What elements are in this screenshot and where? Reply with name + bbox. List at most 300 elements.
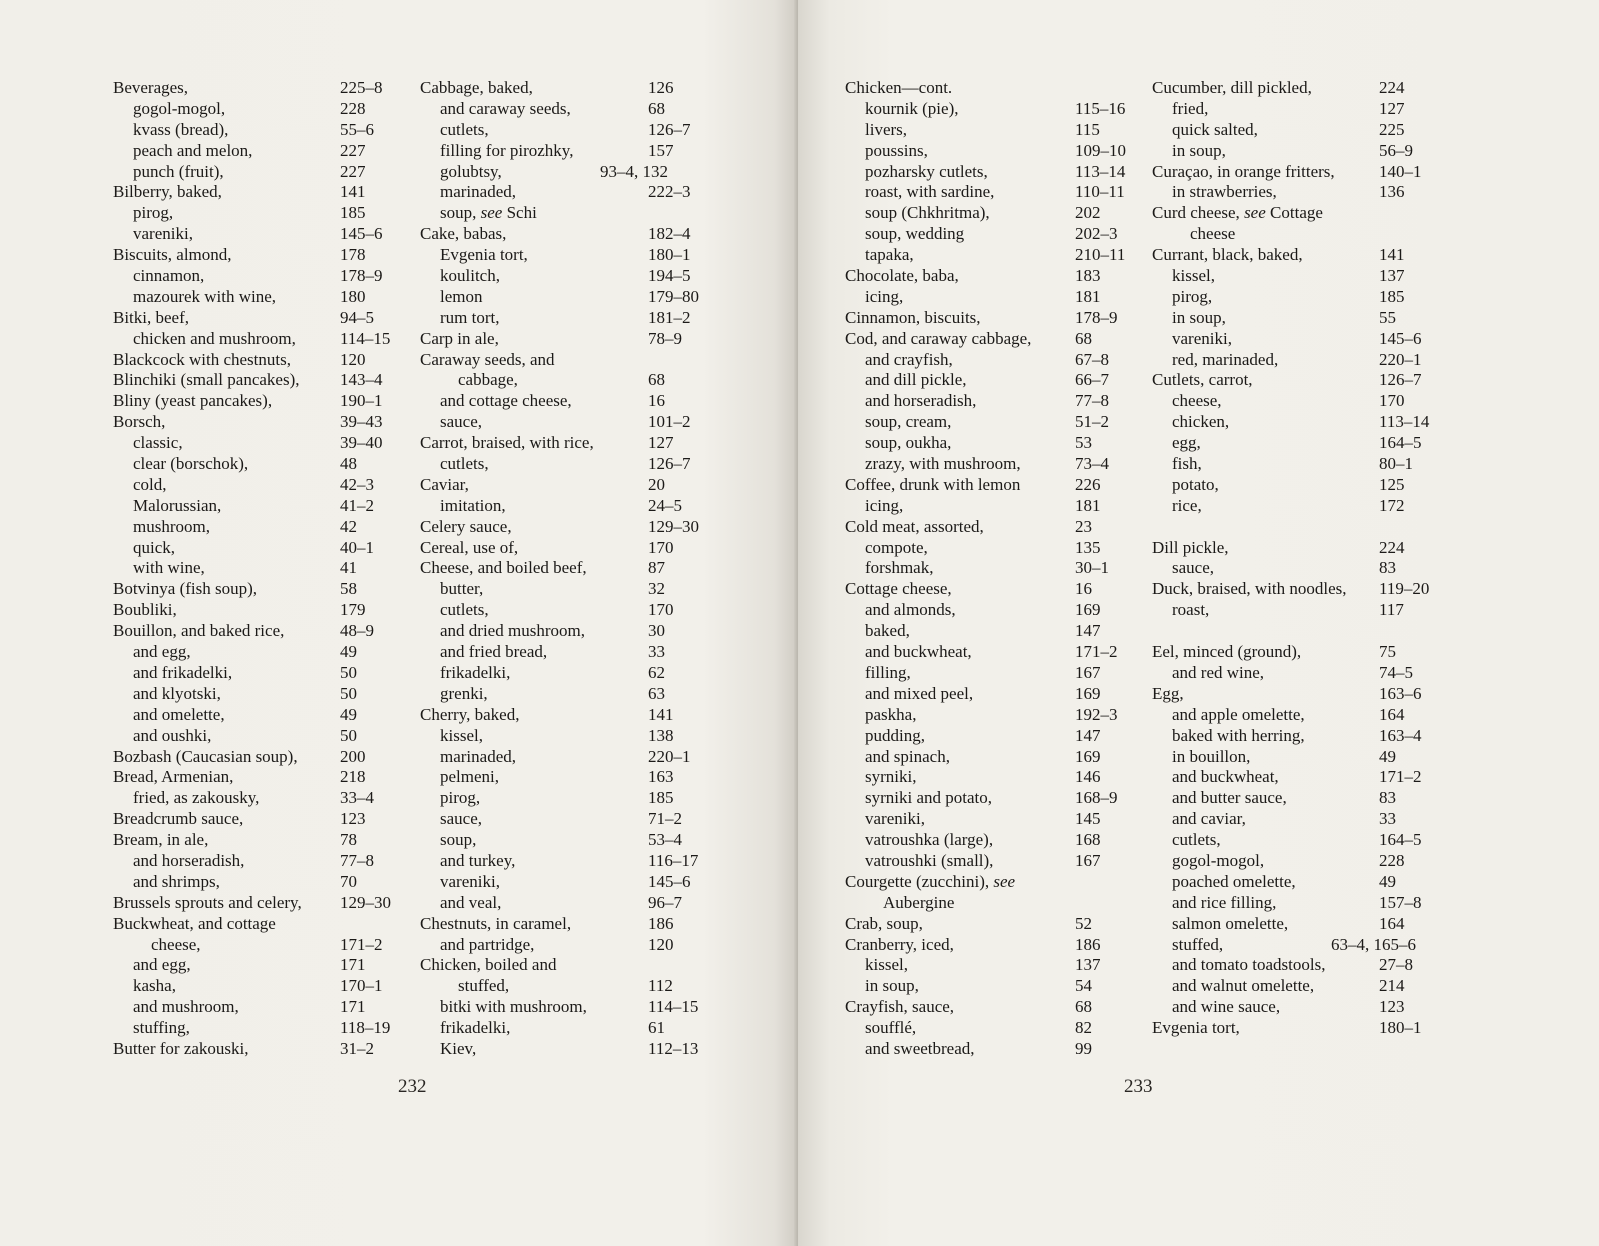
index-page-ref: 77–8 [340,850,374,870]
index-page-ref: 126–7 [648,119,691,139]
index-term: roast, with sardine, [865,182,995,202]
index-term: bitki with mushroom, [440,997,587,1017]
index-page-ref: 141 [1379,245,1405,265]
index-page-ref: 145–6 [1379,328,1422,348]
index-term: kissel, [1172,266,1215,286]
index-term: Borsch, [113,412,166,432]
index-page-ref: 125 [1379,474,1405,494]
index-page-ref: 55 [1379,307,1396,327]
index-page-ref: 225 [1379,119,1405,139]
index-page-ref: 48–9 [340,621,374,641]
index-term: kournik (pie), [865,98,959,118]
index-page-ref: 210–11 [1075,245,1126,265]
index-page-ref: 126–7 [1379,370,1422,390]
index-term: koulitch, [440,266,500,286]
index-page-ref: 49 [1379,871,1396,891]
index-page-ref: 123 [340,809,366,829]
index-page-ref: 94–5 [340,307,374,327]
index-term: egg, [1172,433,1201,453]
index-term: Chocolate, baba, [845,266,959,286]
index-term: Cake, babas, [420,224,507,244]
index-term: Cucumber, dill pickled, [1152,78,1312,97]
index-page-ref: 167 [1075,850,1101,870]
index-page-ref: 39–43 [340,412,383,432]
index-term: Duck, braised, with noodles, [1152,579,1347,599]
index-page-ref: 228 [340,98,366,118]
index-term: cutlets, [440,600,489,620]
index-term: in soup, [865,976,919,996]
index-page-ref: 16 [1075,579,1092,599]
index-page-ref: 20 [648,474,665,494]
index-page-ref: 147 [1075,621,1101,641]
index-page-ref: 50 [340,662,357,682]
index-page-ref: 52 [1075,913,1092,933]
index-page-ref: 224 [1379,78,1405,97]
index-page-ref: 63 [648,683,665,703]
index-page-ref: 42–3 [340,474,374,494]
index-term: in soup, [1172,140,1226,160]
index-term: baked with herring, [1172,725,1305,745]
index-term: salmon omelette, [1172,913,1289,933]
index-page-ref: 51–2 [1075,412,1109,432]
index-page-ref: 77–8 [1075,391,1109,411]
index-term: vatroushki (small), [865,850,994,870]
index-term: Malorussian, [133,495,222,515]
index-term: Celery sauce, [420,516,512,536]
index-term: cinnamon, [133,266,205,286]
index-term: Breadcrumb sauce, [113,809,244,829]
index-page-ref: 114–15 [648,997,699,1017]
index-page-ref: 71–2 [648,809,682,829]
index-term: Chestnuts, in caramel, [420,913,572,933]
index-term: quick, [133,537,176,557]
index-term: and mushroom, [133,997,239,1017]
index-term: soup, [440,830,477,850]
index-page-ref: 120 [648,934,674,954]
index-term: Cutlets, carrot, [1152,370,1253,390]
index-term: and wine sauce, [1172,997,1281,1017]
index-page-ref: 171 [340,997,366,1017]
index-page-ref: 116–17 [648,850,699,870]
index-page-ref: 127 [1379,98,1405,118]
index-term: mushroom, [133,516,210,536]
index-page-ref: 39–40 [340,433,383,453]
index-page-ref: 200 [340,746,366,766]
index-page-ref: 23 [1075,516,1092,536]
index-page-ref: 192–3 [1075,704,1118,724]
index-term: vatroushka (large), [865,830,994,850]
index-page-ref: 63–4, 165–6 [1331,934,1416,954]
index-page-ref: 118–19 [340,1018,391,1038]
index-term: kissel, [865,955,908,975]
index-page-ref: 68 [1075,328,1092,348]
index-page-ref: 181 [1075,495,1101,515]
index-page-ref: 136 [1379,182,1405,202]
index-term: baked, [865,621,910,641]
index-term: Courgette (zucchini), see [845,871,1016,891]
index-term: Brussels sprouts and celery, [113,892,302,912]
index-term: Buckwheat, and cottage [113,913,276,933]
index-page-ref: 145 [1075,809,1101,829]
index-term: peach and melon, [133,140,253,160]
index-page-ref: 32 [648,579,665,599]
index-page-ref: 82 [1075,1018,1092,1038]
index-page-ref: 167 [1075,662,1101,682]
index-page-ref: 163–6 [1379,683,1422,703]
left-page [0,0,798,1246]
index-page-ref: 123 [1379,997,1405,1017]
index-term: Bread, Armenian, [113,767,234,787]
index-page-ref: 181 [1075,286,1101,306]
index-page-ref: 143–4 [340,370,383,390]
index-page-ref: 30 [648,621,665,641]
index-term: and turkey, [440,850,516,870]
index-page-ref: 33 [1379,809,1396,829]
index-term: and butter sauce, [1172,788,1287,808]
index-term: and dill pickle, [865,370,967,390]
index-term: forshmak, [865,558,934,578]
index-page-ref: 62 [648,662,665,682]
index-term: and tomato toadstools, [1172,955,1326,975]
index-page-ref: 227 [340,140,366,160]
index-term: butter, [440,579,484,599]
index-page-ref: 179 [340,600,366,620]
index-page-ref: 55–6 [340,119,374,139]
index-page-ref: 61 [648,1018,665,1038]
index-term: poussins, [865,140,928,160]
index-term: tapaka, [865,245,914,265]
index-term: Egg, [1152,683,1184,703]
index-page-ref: 129–30 [340,892,391,912]
index-term: icing, [865,286,904,306]
index-term: syrniki, [865,767,917,787]
index-page-ref: 169 [1075,746,1101,766]
index-page-ref: 126–7 [648,454,691,474]
index-page-ref: 171–2 [1379,767,1422,787]
index-term: Cod, and caraway cabbage, [845,328,1032,348]
index-term: sauce, [440,412,483,432]
index-term: and apple omelette, [1172,704,1305,724]
index-term: Cottage cheese, [845,579,952,599]
index-page-ref: 30–1 [1075,558,1109,578]
index-term: cheese [1190,224,1236,244]
index-page-ref: 170–1 [340,976,383,996]
index-page-ref: 178–9 [340,266,383,286]
index-term: Evgenia tort, [1152,1018,1240,1038]
index-term: kvass (bread), [133,119,229,139]
index-term: Butter for zakouski, [113,1038,249,1058]
index-page-ref: 169 [1075,600,1101,620]
index-term: in soup, [1172,307,1226,327]
index-term: sauce, [440,809,483,829]
index-term: roast, [1172,600,1210,620]
index-term: and caraway seeds, [440,98,571,118]
index-term: fried, as zakousky, [133,788,260,808]
index-page-ref: 169 [1075,683,1101,703]
index-page-ref: 141 [648,704,674,724]
index-page-ref: 140–1 [1379,161,1422,181]
index-page-ref: 117 [1379,600,1404,620]
index-term: clear (borschok), [133,454,249,474]
index-page-ref: 180 [340,286,366,306]
index-page-ref: 68 [648,370,665,390]
index-page-ref: 109–10 [1075,140,1126,160]
index-term: marinaded, [440,182,516,202]
index-page-ref: 33 [648,642,665,662]
index-term: punch (fruit), [133,161,224,181]
index-term: Caviar, [420,474,469,494]
index-term: Bouillon, and baked rice, [113,621,285,641]
index-term: soup (Chkhritma), [865,203,990,223]
right-page [798,0,1599,1246]
index-term: golubtsy, [440,161,502,181]
index-term: pelmeni, [440,767,500,787]
index-page-ref: 168–9 [1075,788,1118,808]
index-term: and crayfish, [865,349,953,369]
index-term: poached omelette, [1172,871,1296,891]
index-term: in bouillon, [1172,746,1251,766]
index-page-ref: 225–8 [340,78,383,97]
index-term: pirog, [1172,286,1213,306]
index-page-ref: 126 [648,78,674,97]
index-page-ref: 127 [648,433,674,453]
index-term: kasha, [133,976,176,996]
index-term: Blackcock with chestnuts, [113,349,291,369]
index-term: in strawberries, [1172,182,1277,202]
index-page-ref: 50 [340,683,357,703]
index-term: Crayfish, sauce, [845,997,955,1017]
index-page-ref: 146 [1075,767,1101,787]
index-term: livers, [865,119,908,139]
index-page-ref: 180–1 [648,245,691,265]
index-term: and walnut omelette, [1172,976,1315,996]
index-page-ref: 185 [648,788,674,808]
index-term: compote, [865,537,928,557]
index-page-ref: 42 [340,516,357,536]
index-page-ref: 145–6 [340,224,383,244]
index-page-ref: 170 [648,537,674,557]
index-term: soufflé, [865,1018,917,1038]
index-term: and caviar, [1172,809,1246,829]
index-term: Biscuits, almond, [113,245,232,265]
index-page-ref: 53–4 [648,830,682,850]
index-term: Beverages, [113,78,189,97]
index-term: and omelette, [133,704,225,724]
index-term: frikadelki, [440,662,511,682]
index-term: and dried mushroom, [440,621,585,641]
index-page-ref: 137 [1075,955,1101,975]
index-page-ref: 66–7 [1075,370,1109,390]
index-term: cutlets, [440,454,489,474]
index-term: Cinnamon, biscuits, [845,307,981,327]
index-page-ref: 96–7 [648,892,682,912]
index-term: Curaçao, in orange fritters, [1152,161,1335,181]
index-term: pirog, [133,203,174,223]
index-term: red, marinaded, [1172,349,1279,369]
index-term: Bliny (yeast pancakes), [113,391,273,411]
index-page-ref: 202 [1075,203,1101,223]
index-page-ref: 137 [1379,266,1405,286]
index-page-ref: 141 [340,182,366,202]
index-page-ref: 53 [1075,433,1092,453]
index-term: cheese, [151,934,201,954]
index-page-ref: 157–8 [1379,892,1422,912]
index-page-ref: 202–3 [1075,224,1118,244]
index-page-ref: 78–9 [648,328,682,348]
index-page-ref: 172 [1379,495,1405,515]
index-term: rice, [1172,495,1202,515]
index-term: cutlets, [440,119,489,139]
index-term: and horseradish, [865,391,977,411]
index-term: Cold meat, assorted, [845,516,984,536]
index-term: Bilberry, baked, [113,182,222,202]
index-term: Bream, in ale, [113,830,209,850]
index-term: quick salted, [1172,119,1258,139]
index-page-ref: 168 [1075,830,1101,850]
index-term: Evgenia tort, [440,245,528,265]
index-page-ref: 185 [340,203,366,223]
index-term: stuffed, [1172,934,1224,954]
index-term: Carp in ale, [420,328,499,348]
index-page-ref: 220–1 [1379,349,1422,369]
index-page-ref: 164–5 [1379,830,1422,850]
index-page-ref: 170 [1379,391,1405,411]
index-term: Caraway seeds, and [420,349,555,369]
index-term: and spinach, [865,746,950,766]
index-term: Bozbash (Caucasian soup), [113,746,298,766]
index-term: filling for pirozhky, [440,140,574,160]
index-term: and almonds, [865,600,956,620]
index-term: and egg, [133,955,191,975]
index-term: classic, [133,433,183,453]
index-page-ref: 70 [340,871,357,891]
index-page-ref: 78 [340,830,357,850]
index-term: lemon [440,286,483,306]
index-term: Cherry, baked, [420,704,520,724]
index-page-ref: 129–30 [648,516,699,536]
index-term: pudding, [865,725,925,745]
index-page-ref: 49 [340,704,357,724]
index-term: and veal, [440,892,502,912]
index-page-ref: 115 [1075,119,1100,139]
index-page-ref: 182–4 [648,224,691,244]
index-page-ref: 68 [648,98,665,118]
index-page-ref: 49 [1379,746,1396,766]
index-page-ref: 179–80 [648,286,699,306]
index-page-ref: 24–5 [648,495,682,515]
index-term: kissel, [440,725,483,745]
index-page-ref: 227 [340,161,366,181]
index-page-ref: 48 [340,454,357,474]
index-term: Kiev, [440,1038,477,1058]
index-page-ref: 112 [648,976,673,996]
index-term: and fried bread, [440,642,548,662]
index-page-ref: 56–9 [1379,140,1413,160]
index-page-ref: 67–8 [1075,349,1109,369]
index-term: Curd cheese, see Cottage [1152,203,1323,223]
index-term: and frikadelki, [133,662,233,682]
index-term: paskha, [865,704,917,724]
index-term: Coffee, drunk with lemon [845,474,1021,494]
index-term: sauce, [1172,558,1215,578]
index-term: soup, cream, [865,412,952,432]
index-term: zrazy, with mushroom, [865,454,1021,474]
index-term: Botvinya (fish soup), [113,579,258,599]
index-page-ref: 171 [340,955,366,975]
index-page-ref: 186 [648,913,674,933]
page-number-left: 232 [398,1076,427,1097]
index-term: soup, see Schi [440,203,537,223]
index-term: and egg, [133,642,191,662]
index-page-ref: 113–14 [1379,412,1430,432]
index-page-ref: 87 [648,558,665,578]
index-page-ref: 50 [340,725,357,745]
index-page-ref: 147 [1075,725,1101,745]
index-term: Crab, soup, [845,913,923,933]
index-page-ref: 54 [1075,976,1092,996]
index-page-ref: 178–9 [1075,307,1118,327]
index-term: Bitki, beef, [113,307,190,327]
index-term: icing, [865,495,904,515]
index-term: marinaded, [440,746,516,766]
index-term: and buckwheat, [1172,767,1279,787]
index-page-ref: 83 [1379,788,1396,808]
index-term: Cheese, and boiled beef, [420,558,587,578]
index-page-ref: 16 [648,391,665,411]
index-page-ref: 194–5 [648,266,691,286]
index-page-ref: 224 [1379,537,1405,557]
index-term: and horseradish, [133,850,245,870]
index-term: gogol-mogol, [1172,850,1265,870]
index-page-ref: 228 [1379,850,1405,870]
index-page-ref: 99 [1075,1038,1092,1058]
index-term: Cranberry, iced, [845,934,954,954]
index-page-ref: 171–2 [340,934,383,954]
index-page-ref: 181–2 [648,307,691,327]
index-term: Currant, black, baked, [1152,245,1303,265]
index-term: and rice filling, [1172,892,1277,912]
index-term: fish, [1172,454,1202,474]
index-page-ref: 186 [1075,934,1101,954]
index-term: Cabbage, baked, [420,78,533,97]
index-term: soup, wedding [865,224,965,244]
index-page-ref: 222–3 [648,182,691,202]
index-term: Eel, minced (ground), [1152,642,1302,662]
index-term: and cottage cheese, [440,391,572,411]
index-term: cold, [133,474,167,494]
index-page-ref: 114–15 [340,328,391,348]
index-page-ref: 68 [1075,997,1092,1017]
index-page-ref: 170 [648,600,674,620]
index-page-ref: 185 [1379,286,1405,306]
index-term: filling, [865,662,911,682]
index-page-ref: 101–2 [648,412,691,432]
index-page-ref: 120 [340,349,366,369]
index-term: vareniki, [1172,328,1232,348]
index-term: and buckwheat, [865,642,972,662]
index-term: mazourek with wine, [133,286,277,306]
index-page-ref: 164 [1379,704,1405,724]
index-term: with wine, [133,558,205,578]
index-page-ref: 80–1 [1379,454,1413,474]
index-page-ref: 49 [340,642,357,662]
index-term: stuffing, [133,1018,190,1038]
index-page-ref: 220–1 [648,746,691,766]
index-page-ref: 145–6 [648,871,691,891]
index-term: vareniki, [133,224,193,244]
index-page-ref: 74–5 [1379,662,1413,682]
index-page-ref: 110–11 [1075,182,1125,202]
